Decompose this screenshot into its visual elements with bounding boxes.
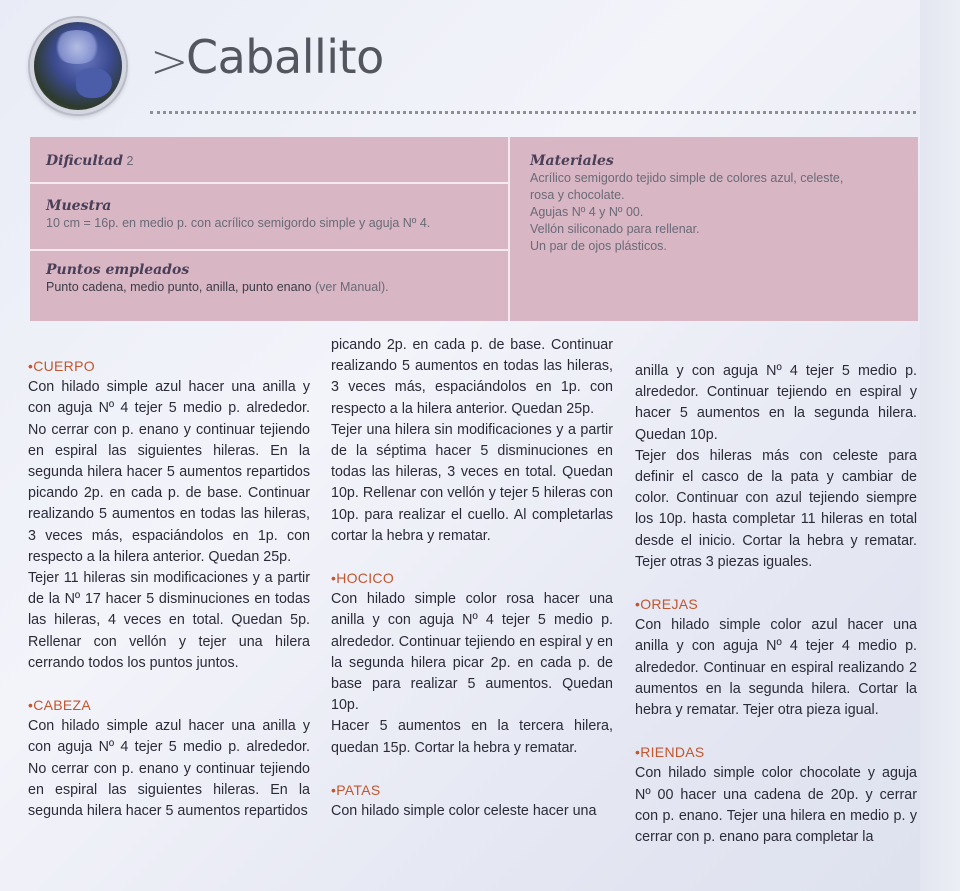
manual-reference: (ver Manual).	[314, 280, 389, 294]
sample-label: Muestra	[46, 198, 112, 214]
materials-line: Un par de ojos plásticos.	[530, 239, 667, 253]
horse-mane-shape	[52, 30, 102, 64]
stitches-value	[46, 279, 501, 296]
paragraph: picando 2p. en cada p. de base. Continuar realizando 5 aumentos en todas las hileras, 3 veces más, espaciándolos en 1p. con respecto a la hilera anterior. Quedan 25p.	[331, 337, 613, 417]
horse-head-shape	[76, 68, 112, 98]
paragraph: Con hilado simple color azul hacer una anilla y con aguja Nº 4 tejer 4 medio p. alrededor. Continuar en espiral realizando 2 aumentos en la segunda hilera. Cortar la hebra y rematar. Tejer otra pieza igual.	[635, 617, 917, 719]
materials-line: Vellón siliconado para rellenar.	[530, 222, 700, 236]
sample-cell	[46, 198, 501, 232]
dotted-divider	[150, 111, 916, 114]
bullet-glyph: •	[635, 596, 641, 613]
section-heading-cabeza	[28, 695, 310, 716]
section-title: CABEZA	[33, 697, 92, 714]
materials-line: Acrílico semigordo tejido simple de colores azul, celeste,	[530, 171, 844, 185]
bullet-glyph: •	[331, 781, 337, 798]
stitches-list: Punto cadena, medio punto, anilla, punto enano	[46, 280, 312, 294]
paragraph: Con hilado simple azul hacer una anilla y con aguja Nº 4 tejer 5 medio p. alrededor. No cerrar con p. enano y continuar tejiendo en espiral las siguientes hileras. En la segunda hilera hacer 5 aumentos repartidos	[28, 718, 310, 820]
panel-vertical-divider	[508, 137, 510, 321]
page-title: Caballito	[186, 30, 384, 84]
materials-line: rosa y chocolate.	[530, 188, 625, 202]
text-column-3	[635, 361, 917, 848]
section-title: HOCICO	[336, 570, 395, 587]
paragraph: Con hilado simple color chocolate y aguja Nº 00 hacer una cadena de 20p. y cerrar con p. enano. Tejer una hilera en medio p. y cerrar con p. enano para completar la	[635, 765, 917, 846]
section-heading-cuerpo	[28, 356, 310, 377]
paragraph: Con hilado simple azul hacer una anilla y con aguja Nº 4 tejer 5 medio p. alrededor. No cerrar con p. enano y continuar tejiendo en espiral las siguientes hileras. En la segunda hilera hacer 5 aumentos repartidos picando 2p. en cada p. de base. Continuar realizando 5 aumentos en todas las hileras, 3 veces más, espaciándolos en 1p. con respecto a la hilera anterior. Quedan 25p.	[28, 379, 310, 565]
text-column-2	[331, 335, 613, 822]
section-heading-hocico	[331, 568, 613, 589]
page-edge	[920, 0, 960, 891]
materials-line: Agujas Nº 4 y Nº 00.	[530, 205, 644, 219]
section-heading-orejas	[635, 594, 917, 615]
materials-cell	[530, 153, 910, 255]
info-panel	[30, 137, 918, 321]
stitches-cell	[46, 262, 501, 296]
section-title: OREJAS	[640, 596, 699, 613]
section-title: CUERPO	[33, 358, 95, 374]
sample-value: 10 cm = 16p. en medio p. con acrílico semigordo simple y aguja Nº 4.	[46, 216, 431, 230]
section-heading-patas	[331, 780, 613, 801]
bullet-glyph: •	[331, 570, 337, 587]
section-heading-riendas	[635, 742, 917, 763]
bullet-glyph: •	[28, 697, 34, 714]
paragraph: Con hilado simple color celeste hacer una	[331, 803, 597, 820]
materials-label: Materiales	[530, 153, 614, 169]
panel-divider	[30, 182, 508, 184]
panel-divider	[30, 249, 508, 251]
stitches-label: Puntos empleados	[46, 262, 190, 278]
chevron-right-icon: >	[150, 34, 189, 88]
paragraph: Tejer 11 hileras sin modificaciones y a partir de la Nº 17 hacer 5 disminuciones en todas las hileras, 4 veces en total. Quedan 5p. Rellenar con vellón y tejer una hilera cerrando todos los puntos juntos.	[28, 570, 310, 671]
bullet-glyph: •	[28, 358, 34, 374]
section-title: RIENDAS	[640, 744, 705, 761]
difficulty-label: Dificultad	[46, 153, 123, 169]
paragraph: Con hilado simple color rosa hacer una anilla y con aguja Nº 4 tejer 5 medio p. alrededor. Continuar tejiendo en espiral y en la segunda hilera picar 2p. en cada p. de base para realizar 5 aumentos. Quedan 10p.	[331, 591, 613, 714]
bullet-glyph: •	[635, 744, 641, 761]
header	[0, 0, 930, 120]
paragraph: anilla y con aguja Nº 4 tejer 5 medio p. alrededor. Continuar tejiendo en espiral y hacer 5 aumentos en la segunda hilera. Quedan 10p.	[635, 363, 917, 443]
paragraph: Tejer dos hileras más con celeste para definir el casco de la pata y cambiar de color. Continuar con azul tejiendo siempre los 10p. hasta completar 11 hileras en total desde el inicio. Cortar la hebra y rematar. Tejer otras 3 piezas iguales.	[635, 447, 917, 570]
section-title: PATAS	[336, 781, 381, 798]
difficulty-value: 2	[126, 154, 134, 168]
difficulty-cell	[46, 153, 496, 170]
paragraph: Hacer 5 aumentos en la tercera hilera, quedan 15p. Cortar la hebra y rematar.	[331, 718, 613, 756]
horse-photo-avatar	[30, 18, 126, 114]
text-column-1	[28, 356, 310, 822]
paragraph: Tejer una hilera sin modificaciones y a partir de la séptima hacer 5 disminuciones en todas las hileras, 3 veces en total. Quedan 10p. Rellenar con vellón y tejer 5 hileras con 10p. para realizar el cuello. Al completarlas cortar la hebra y rematar.	[331, 421, 613, 544]
